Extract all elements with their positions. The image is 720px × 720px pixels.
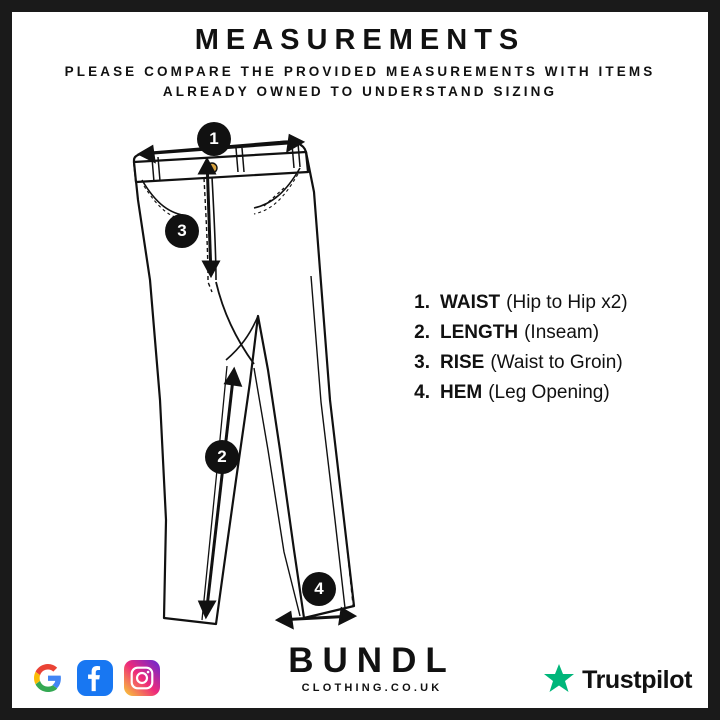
legend-item-rise: [404, 352, 704, 374]
brand-url: CLOTHING.CO.UK: [301, 682, 443, 694]
trustpilot-badge[interactable]: [543, 662, 692, 699]
social-links: [30, 660, 160, 696]
google-icon[interactable]: [30, 660, 66, 696]
legend-label-hem: HEM: [440, 382, 483, 403]
callout-badge-4: 4: [302, 572, 336, 606]
legend-number-2: 2.: [414, 322, 430, 343]
measurement-legend: [404, 292, 704, 412]
callout-badge-1: 1: [197, 122, 231, 156]
legend-number-4: 4.: [414, 382, 430, 403]
trustpilot-star-icon: [543, 662, 575, 699]
legend-label-length: LENGTH: [440, 322, 519, 343]
legend-number-1: 1.: [414, 292, 430, 313]
legend-label-waist: WAIST: [440, 292, 501, 313]
page-inner: [12, 12, 708, 708]
trustpilot-label: Trustpilot: [582, 666, 692, 694]
brand-block: [252, 642, 492, 694]
callout-badge-3: 3: [165, 214, 199, 248]
legend-label-rise: RISE: [440, 352, 485, 373]
legend-item-hem: [404, 382, 704, 404]
callout-badge-2: 2: [205, 440, 239, 474]
legend-item-waist: [404, 292, 704, 314]
legend-sub-length: (Inseam): [524, 322, 600, 343]
legend-number-3: 3.: [414, 352, 430, 373]
brand-name: BUNDL: [288, 641, 456, 680]
jeans-diagram: [108, 120, 408, 640]
page-subtitle: PLEASE COMPARE THE PROVIDED MEASUREMENTS WITH ITEMS ALREADY OWNED TO UNDERSTAND SIZING: [64, 64, 656, 99]
legend-sub-rise: (Waist to Groin): [490, 352, 623, 373]
legend-item-length: [404, 322, 704, 344]
instagram-icon[interactable]: [124, 660, 160, 696]
page-title: MEASUREMENTS: [194, 24, 526, 56]
legend-sub-hem: (Leg Opening): [488, 382, 610, 403]
facebook-icon[interactable]: [77, 660, 113, 696]
legend-sub-waist: (Hip to Hip x2): [506, 292, 628, 313]
